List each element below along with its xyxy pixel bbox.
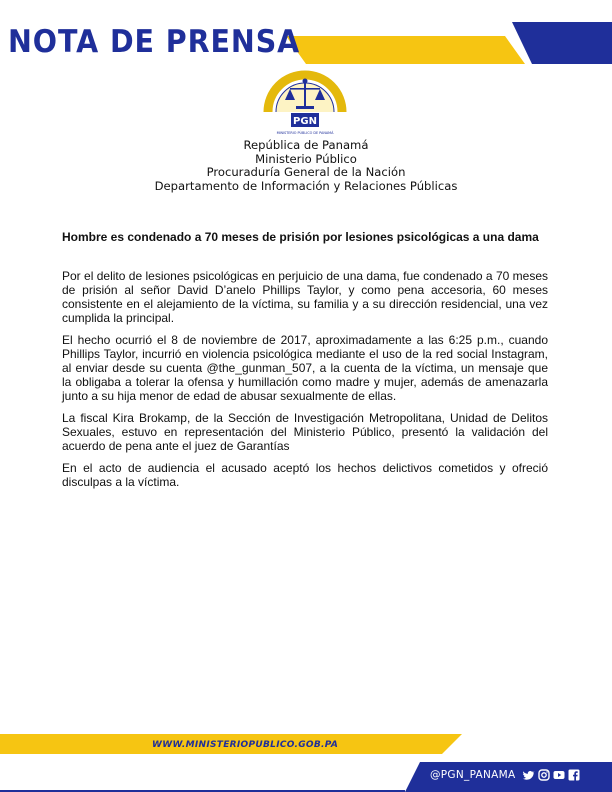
pgn-seal-logo [260,68,350,138]
social-handle[interactable]: @PGN_PANAMA [430,769,516,781]
twitter-icon[interactable] [523,768,535,780]
agency-country: República de Panamá [243,138,369,152]
facebook-icon[interactable] [568,768,580,780]
paragraph-3: La fiscal Kira Brokamp, de la Sección de Investigación Metropolitana, Unidad de Delitos Sexuales, estuvo en representación del Ministerio Público, presentó la validación del acuerdo de pena ante el juez de Garantías [62,411,548,453]
page-title: NOTA DE PRENSA [8,24,301,60]
agency-block [0,139,612,193]
paragraph-2: El hecho ocurrió el 8 de noviembre de 2017, aproximadamente a las 6:25 p.m., cuando Phillips Taylor, incurrió en violencia psicológica mediante el uso de la red social Instagram, al enviar desde su cuenta @the_gunman_507, a la cuenta de la víctima, un mensaje que la obligaba a tolerar la ofensa y humillación como madre y mujer, además de amenazarla junto a su hija menor de edad de abusar sexualmente de ellas. [62,333,548,403]
agency-ministry: Ministerio Público [255,151,357,166]
paragraph-4: En el acto de audiencia el acusado aceptó los hechos delictivos cometidos y ofreció disculpas a la víctima. [62,461,548,489]
headline: Hombre es condenado a 70 meses de prisión por lesiones psicológicas a una dama [62,230,539,244]
instagram-icon[interactable] [538,768,550,780]
website-link[interactable]: WWW.MINISTERIOPUBLICO.GOB.PA [152,740,339,750]
footer-social-band [0,762,612,792]
social-icons [523,768,580,782]
youtube-icon[interactable] [553,768,565,780]
seal-text: PGN [293,116,317,127]
article-body [62,269,548,497]
agency-department: Departamento de Información y Relaciones Públicas [154,178,458,193]
seal-ring-text: MINISTERIO PÚBLICO DE PANAMÁ [276,131,334,135]
header-band [0,22,612,64]
paragraph-1: Por el delito de lesiones psicológicas en perjuicio de una dama, fue condenado a 70 meses de prisión al señor David D’anelo Phillips Taylor, y como pena accesoria, 60 meses consistente en el alejamiento de la víctima, su familia y a su dirección residencial, una vez cumplida la principal. [62,269,548,325]
agency-procuraduria: Procuraduría General de la Nación [206,165,406,180]
